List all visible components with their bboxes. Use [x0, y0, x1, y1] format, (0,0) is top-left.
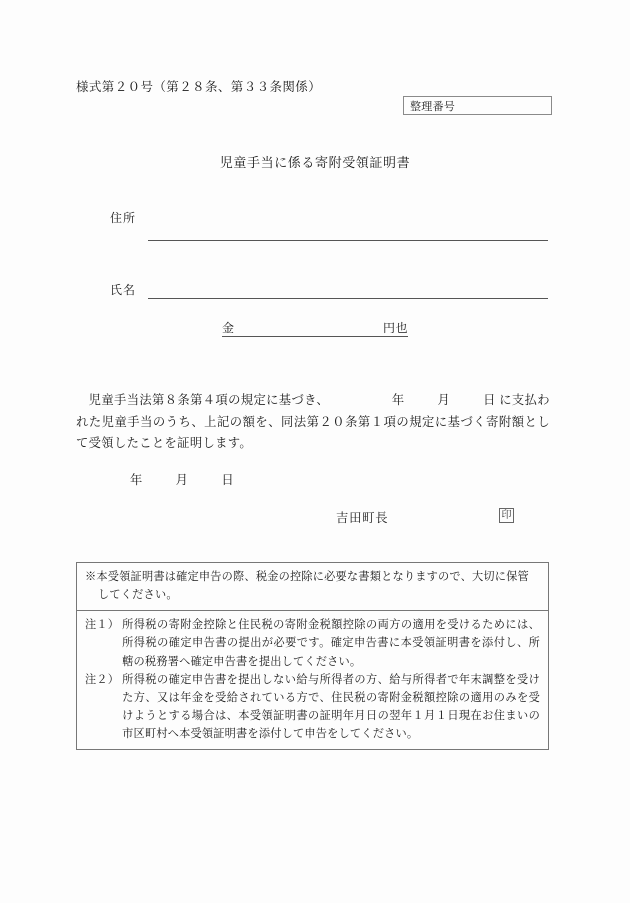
- notice-text: ※本受領証明書は確定申告の際、税金の控除に必要な書類となりますので、大切に保管: [85, 571, 529, 583]
- body-month-unit: 月: [437, 393, 451, 407]
- amount-field[interactable]: [222, 322, 408, 337]
- issue-date-line[interactable]: [130, 470, 234, 488]
- body-day-unit: 日: [483, 393, 496, 407]
- reference-number-box[interactable]: [403, 96, 552, 115]
- notice-text-continued: してください。: [98, 589, 178, 602]
- address-field-row: [110, 212, 136, 224]
- seal-stamp-box[interactable]: 印: [499, 508, 514, 523]
- name-field-row: [110, 284, 136, 296]
- name-label: 氏名: [110, 283, 137, 297]
- notice-section: [77, 563, 548, 610]
- body-text-part1: 児童手当法第８条第４項の規定に基づき、: [76, 393, 330, 407]
- body-year-unit: 年: [391, 393, 405, 407]
- note-text: 所得税の確定申告書を提出しない給与所得者の方、給与所得者で年末調整を受けた方、又は年金を受給されている方で、住民税の寄附金税額控除の適用のみを受けようとする場合は、本受領証明書の証明年月日の翌年１月１日現在お住まいの市区町村へ本受領証明書を添付して申告をしてください。: [122, 673, 540, 741]
- address-label: 住所: [110, 211, 137, 225]
- note-item: [85, 671, 540, 744]
- reference-number-label: 整理番号: [410, 100, 456, 113]
- page-title: 児童手当に係る寄附受領証明書: [219, 155, 411, 170]
- issue-date-year-unit: 年: [130, 473, 143, 487]
- amount-suffix-label: 円也: [382, 321, 408, 335]
- note-marker: 注２）: [85, 673, 120, 686]
- issue-date-day-unit: 日: [221, 473, 235, 487]
- note-text: 所得税の寄附金控除と住民税の寄附金税額控除の両方の適用を受けるためには、所得税の確定申告書の提出が必要です。確定申告書に本受領証明書を添付し、所轄の税務署へ確定申告書を提出してください。: [122, 619, 540, 668]
- notes-list-section: [77, 610, 548, 749]
- form-code: 様式第２０号（第２８条、第３３条関係）: [76, 80, 322, 94]
- body-text-part2: に支払われた児童手当のうち、上記の額を、同法第２０条第１項の規定に基づく寄附額として受領したことを証明します。: [76, 393, 550, 451]
- notes-box: [76, 562, 549, 750]
- address-input-rule[interactable]: [148, 240, 548, 241]
- name-input-rule[interactable]: [148, 298, 548, 299]
- signer-title: 吉田町長: [336, 511, 389, 525]
- certification-body-text: [76, 390, 550, 455]
- note-item: [85, 616, 540, 670]
- issue-date-month-unit: 月: [175, 473, 189, 487]
- note-marker: 注１）: [85, 619, 120, 632]
- amount-prefix-label: 金: [222, 321, 235, 335]
- signature-row: [336, 508, 516, 526]
